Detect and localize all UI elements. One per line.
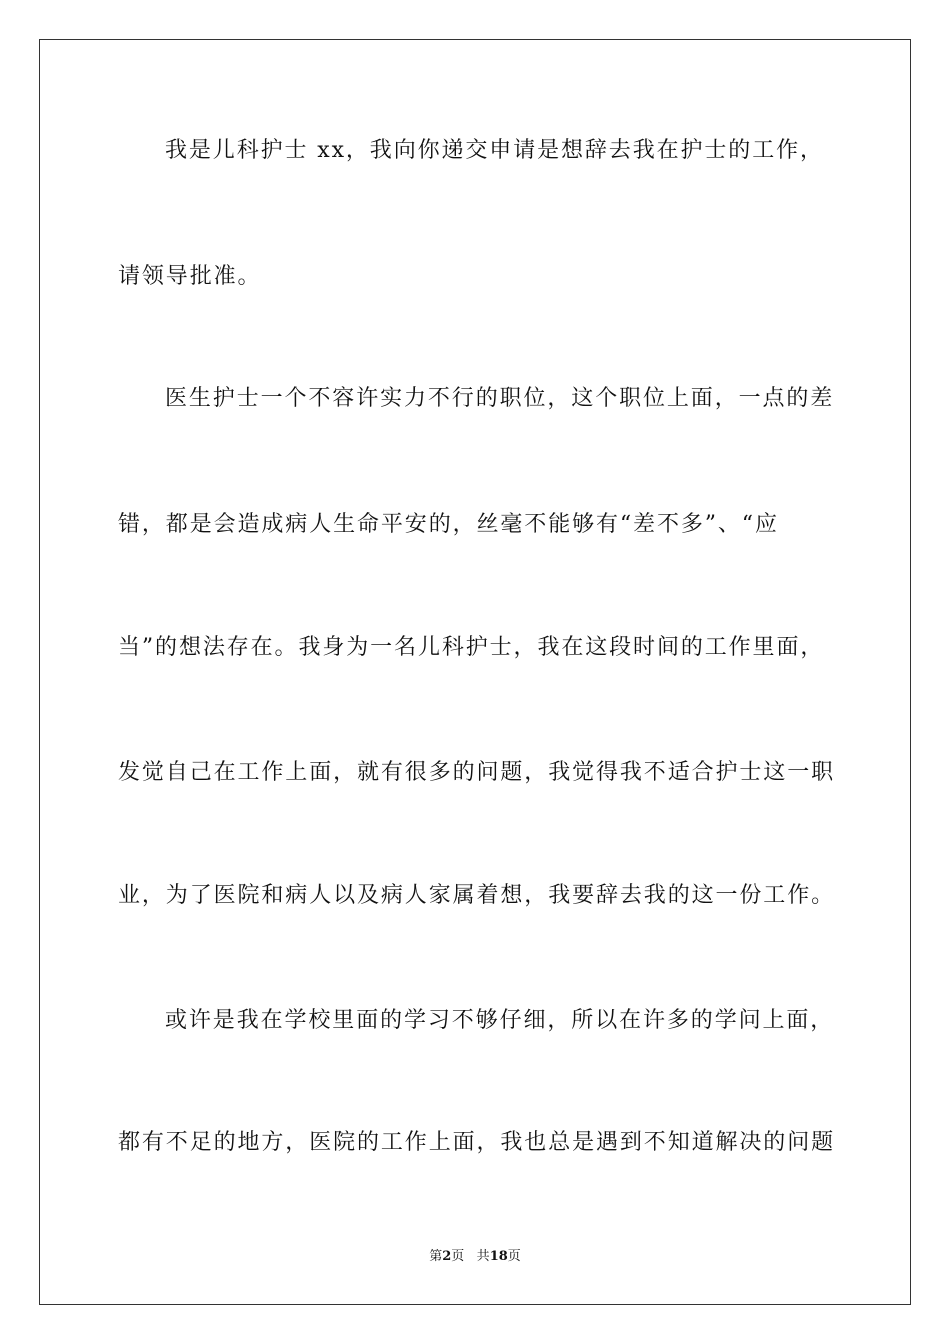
footer-page-current: 2 [442,1249,452,1264]
footer-total-suffix: 页 [507,1249,521,1264]
page-border [39,39,911,1305]
footer-total-prefix: 共 [476,1249,490,1264]
footer-page-prefix: 第 [429,1249,443,1264]
paragraph-line-5: 当”的想法存在。我身为一名儿科护士，我在这段时间的工作里面， [118,635,825,660]
footer-page-suffix: 页 [451,1249,465,1264]
page-footer [0,1248,950,1266]
paragraph-line-3: 医生护士一个不容许实力不行的职位，这个职位上面，一点的差 [165,386,835,411]
paragraph-line-6: 发觉自己在工作上面，就有很多的问题，我觉得我不适合护士这一职 [118,760,836,785]
paragraph-line-7: 业，为了医院和病人以及病人家属着想，我要辞去我的这一份工作。 [118,883,836,908]
paragraph-line-4: 错，都是会造成病人生命平安的，丝毫不能够有“差不多”、“应 [118,512,779,537]
paragraph-line-1: 我是儿科护士 xx，我向你递交申请是想辞去我在护士的工作， [165,138,824,163]
paragraph-line-2: 请领导批准。 [118,264,262,289]
footer-page-total: 18 [489,1249,508,1264]
paragraph-line-9: 都有不足的地方，医院的工作上面，我也总是遇到不知道解决的问题 [118,1130,836,1155]
paragraph-line-8: 或许是我在学校里面的学习不够仔细，所以在许多的学问上面， [165,1008,835,1033]
